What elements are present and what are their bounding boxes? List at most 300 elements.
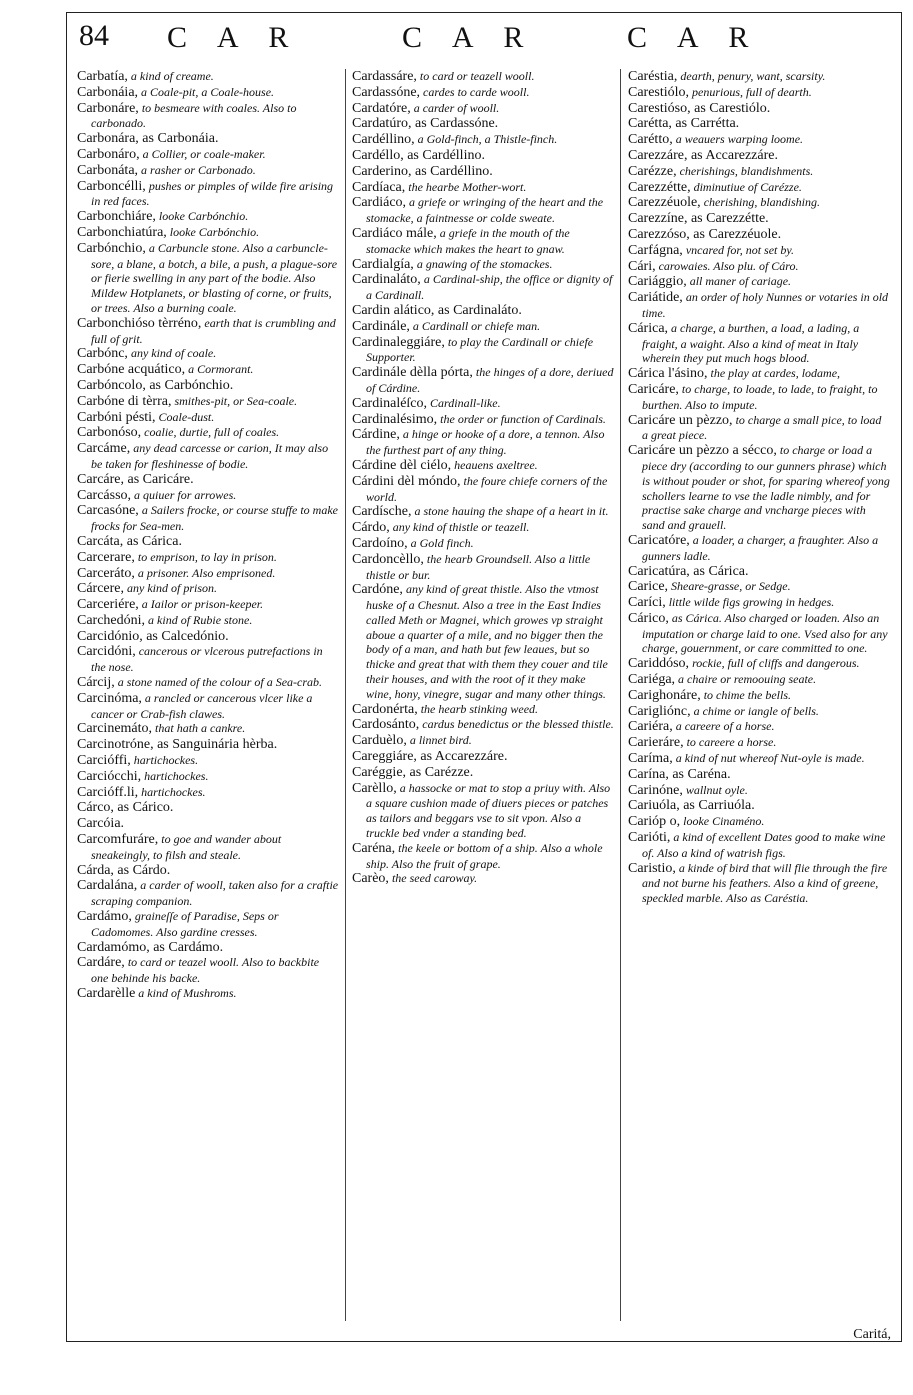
dictionary-entry [352, 303, 614, 319]
definition: the seed caroway. [388, 871, 478, 886]
dictionary-entry [628, 164, 890, 180]
definition: a charge, a burthen, a load, a lading, a fraight, a waight. Also a kind of meat in Italy wherein they put much hogs blood. [642, 320, 860, 366]
entry-column-2 [352, 69, 614, 1327]
dictionary-entry [628, 533, 890, 564]
definition: a careere of a horse. [672, 719, 775, 734]
definition: a Cardinall or chiefe man. [409, 318, 541, 333]
headword: Caricáre, [628, 381, 679, 397]
definition: a linnet bird. [406, 733, 472, 748]
dictionary-entry [77, 721, 339, 737]
definition: diminutiue of Carézze. [690, 179, 802, 194]
headword: Cariátide, [628, 290, 683, 306]
dictionary-entry [628, 688, 890, 704]
dictionary-entry [77, 316, 339, 347]
headword: Cárdini dèl móndo, [352, 473, 461, 489]
dictionary-entry [352, 180, 614, 196]
headword: Cariuóla, as Carriuóla. [628, 798, 755, 814]
headword: Cariddóso, [628, 656, 690, 672]
page-number: 84 [79, 19, 109, 52]
headword: Cariággio, [628, 274, 687, 290]
headword: Carbóni pésti, [77, 409, 156, 425]
definition: heauens axeltree. [451, 457, 538, 472]
headword: Carcinemáto, [77, 721, 153, 737]
definition: to besmeare with coales. Also to carbonado. [91, 100, 297, 131]
dictionary-entry [352, 781, 614, 841]
headword: Carína, as Caréna. [628, 766, 731, 782]
definition: rockie, full of cliffs and dangerous. [689, 656, 860, 671]
dictionary-entry [352, 272, 614, 303]
definition: looke Carbónchio. [155, 209, 249, 224]
dictionary-entry [352, 132, 614, 148]
dictionary-entry [628, 830, 890, 861]
definition: Coale-dust. [155, 409, 215, 424]
headword: Caréna, [352, 840, 396, 856]
headword: Cárica l'ásino, [628, 366, 708, 382]
headword: Cardámo, [77, 909, 132, 925]
dictionary-entry [352, 536, 614, 552]
headword: Carfágna, [628, 242, 683, 258]
dictionary-entry [77, 131, 339, 147]
definition: to play the Cardinall or chiefe Supporter. [366, 334, 594, 365]
headword: Cardinaléſco, [352, 395, 428, 411]
dictionary-entry [352, 164, 614, 180]
definition: all maner of cariage. [686, 274, 792, 289]
dictionary-entry [77, 644, 339, 675]
dictionary-entry [77, 550, 339, 566]
headword: Carézze, [628, 163, 677, 179]
definition: the hearbe Mother-wort. [405, 179, 527, 194]
definition: a Collier, or coale-maker. [139, 146, 266, 161]
page-header [67, 13, 901, 67]
definition: wallnut oyle. [682, 782, 748, 797]
headword: Carinóne, [628, 782, 683, 798]
headword: Carbonáia, [77, 84, 139, 100]
definition: smithes-pit, or Sea-coale. [171, 393, 298, 408]
headword: Carceriére, [77, 597, 139, 613]
definition: the play at cardes, lodame, [707, 366, 841, 381]
dictionary-entry [77, 441, 339, 472]
dictionary-entry [352, 733, 614, 749]
headword: Cardóne, [352, 582, 403, 598]
dictionary-entry [77, 163, 339, 179]
dictionary-entry [77, 940, 339, 956]
definition: a chaire or remoouing seate. [675, 672, 817, 687]
headword: Cardassáre, [352, 69, 417, 84]
definition: any kind of prison. [124, 581, 218, 596]
headword: Carióti, [628, 830, 671, 846]
headword: Carezzétte, [628, 179, 691, 195]
headword: Cariéga, [628, 672, 676, 688]
definition: to chime the bells. [700, 687, 792, 702]
dictionary-entry [77, 225, 339, 241]
headword: Careggiáre, as Accarezzáre. [352, 749, 508, 765]
headword: Caricatúra, as Cárica. [628, 563, 749, 579]
headword: Cardéllino, [352, 132, 415, 148]
dictionary-entry [628, 767, 890, 783]
dictionary-entry [628, 321, 890, 366]
dictionary-entry [77, 863, 339, 879]
dictionary-entry [352, 871, 614, 887]
dictionary-entry [352, 195, 614, 226]
headword: Caristio, [628, 860, 676, 876]
dictionary-entry [628, 180, 890, 196]
headword: Carestiólo, [628, 84, 690, 100]
headword: Carieráre, [628, 735, 684, 751]
dictionary-entry [628, 704, 890, 720]
headword: Carétto, [628, 132, 673, 148]
definition: any kind of coale. [127, 346, 217, 361]
definition: the hearb Groundsell. Also a little thistle or bur. [366, 551, 591, 582]
dictionary-entry [77, 753, 339, 769]
dictionary-entry [77, 691, 339, 722]
definition: Cardinall-like. [427, 395, 501, 410]
definition: to careere a horse. [683, 735, 777, 750]
definition: as Cárica. Also charged or loaden. Also an imputation or charge laid to one. Vsed also for any charge, gouernment, or care committed to one. [642, 610, 888, 656]
dictionary-entry [628, 148, 890, 164]
dictionary-entry [352, 552, 614, 583]
headword: Carbonáro, [77, 146, 140, 162]
dictionary-entry [352, 365, 614, 396]
headword: Cárdine dèl ciélo, [352, 457, 452, 473]
headword: Carbónchio, [77, 240, 146, 256]
definition: cherishings, blandishments. [676, 163, 814, 178]
dictionary-entry [352, 427, 614, 458]
dictionary-entry [352, 749, 614, 765]
headword: Carbóne di tèrra, [77, 393, 172, 409]
headword: Carcidóni, [77, 644, 136, 660]
definition: to card or teazell wooll. [416, 69, 535, 83]
headword: Cardarèlle [77, 986, 136, 1002]
headword: Carceráto, [77, 565, 135, 581]
dictionary-entry [77, 986, 339, 1002]
definition: any dead carcesse or carion, It may also be taken for fleshinesse of bodie. [91, 441, 329, 471]
dictionary-entry [77, 362, 339, 378]
headword: Carcinotróne, as Sanguinária hèrba. [77, 737, 278, 753]
definition: hartichockes. [130, 753, 199, 768]
headword: Caricáre un pèzzo a sécco, [628, 443, 777, 459]
dictionary-entry [352, 458, 614, 474]
headword: Cardinaláto, [352, 272, 421, 288]
definition: a kind of Mushroms. [135, 986, 237, 1001]
dictionary-entry [628, 195, 890, 211]
headword: Carbóne acquático, [77, 362, 186, 378]
dictionary-entry [628, 274, 890, 290]
dictionary-entry [352, 504, 614, 520]
headword: Cardalána, [77, 878, 138, 894]
headword: Cardatóre, [352, 100, 411, 116]
definition: a stone hauing the shape of a heart in it. [411, 504, 609, 519]
dictionary-entry [352, 582, 614, 701]
dictionary-entry [77, 955, 339, 986]
definition: the hinges of a dore, deriued of Cárdine. [366, 365, 614, 395]
headword: Cardassóne, [352, 84, 421, 100]
definition: cardes to carde wooll. [420, 84, 530, 99]
headword: Carezzíne, as Carezzétte. [628, 211, 769, 227]
definition: a Iailor or prison-keeper. [138, 597, 264, 612]
dictionary-entry [628, 243, 890, 259]
dictionary-page [66, 12, 902, 1342]
definition: cardus benedictus or the blessed thistle. [419, 717, 614, 732]
headword: Carbónc, [77, 346, 128, 362]
dictionary-entry [628, 211, 890, 227]
definition: a carder of wooll, taken also for a craftie scraping companion. [91, 878, 339, 909]
dictionary-entry [352, 69, 614, 85]
definition: dearth, penury, want, scarsity. [677, 69, 826, 83]
headword: Cardiáco, [352, 195, 407, 211]
headword: Cardinaleggiáre, [352, 334, 445, 350]
definition: a loader, a charger, a fraughter. Also a gunners ladle. [642, 532, 879, 563]
dictionary-entry [77, 800, 339, 816]
definition: vncared for, not set by. [682, 242, 795, 257]
definition: a Gold finch. [407, 535, 474, 550]
headword: Carbonáta, [77, 162, 139, 178]
definition: to emprison, to lay in prison. [134, 549, 277, 564]
headword: Carbonóso, [77, 425, 142, 441]
dictionary-entry [352, 412, 614, 428]
definition: Sheare-grasse, or Sedge. [668, 579, 791, 594]
definition: the keele or bottom of a ship. Also a whole ship. Also the fruit of grape. [366, 840, 603, 871]
headword: Carèo, [352, 871, 389, 887]
headword: Carcidónio, as Calcedónio. [77, 628, 229, 644]
dictionary-entry [628, 783, 890, 799]
definition: any kind of great thistle. Also the vtmost huske of a Chesnut. Also a tree in the East Indies called Meth or Magnei, which growes vp straight aboue a quarter of a mile, and no bigger then the body of a man, and hath but few leaues, but so thicke and great that with them they couer and tile their houses, and with the root of it they make wine, hony, vinegre, sugar and many other things. [366, 582, 608, 701]
headword: Carcáme, [77, 441, 131, 457]
definition: little wilde figs growing in hedges. [665, 595, 835, 610]
headword: Carezzéuole, [628, 195, 701, 211]
headword: Carciócchi, [77, 768, 142, 784]
headword: Cardatúro, as Cardassóne. [352, 116, 499, 132]
definition: a kind of creame. [127, 69, 214, 83]
definition: a rasher or Carbonado. [138, 162, 256, 177]
definition: a rancled or cancerous vlcer like a cancer or Crab-fish clawes. [91, 690, 313, 721]
definition: graineſſe of Paradise, Seps or Cadomomes. Also gardine cresses. [91, 909, 279, 939]
dictionary-entry [352, 319, 614, 335]
headword: Carderino, as Cardéllino. [352, 163, 493, 179]
dictionary-entry [77, 832, 339, 863]
dictionary-entry [77, 425, 339, 441]
definition: looke Carbónchio. [166, 224, 260, 239]
definition: a Gold-finch, a Thistle-finch. [414, 132, 558, 147]
definition: to charge or load a piece dry (according to our gunners phrase) which is without pouder or shot, for sparing whereof yong schollers learne to vse the ladle nimbly, and for practise sake charge and vncharge pieces with sand and grauell. [642, 443, 890, 533]
dictionary-entry [77, 816, 339, 832]
headword: Cardoíno, [352, 535, 408, 551]
dictionary-entry [628, 69, 890, 85]
definition: earth that is crumbling and full of grit. [91, 315, 336, 346]
dictionary-entry [77, 147, 339, 163]
dictionary-entry [77, 566, 339, 582]
definition: a griefe or wringing of the heart and the stomacke, a faintnesse or colde sweate. [366, 195, 604, 226]
dictionary-entry [352, 520, 614, 536]
dictionary-entry [628, 116, 890, 132]
dictionary-entry [628, 259, 890, 275]
headword: Carbonára, as Carbonáia. [77, 131, 219, 147]
dictionary-entry [352, 116, 614, 132]
headword: Carbóncolo, as Carbónchio. [77, 377, 234, 393]
definition: a chime or iangle of bells. [690, 703, 819, 718]
dictionary-entry [77, 101, 339, 132]
headword: Caríma, [628, 751, 673, 767]
dictionary-entry [77, 534, 339, 550]
definition: a griefe in the mouth of the stomacke which makes the heart to gnaw. [366, 225, 570, 256]
dictionary-entry [77, 410, 339, 426]
definition: a Sailers frocke, or course stuffe to make frocks for Sea-men. [91, 503, 338, 534]
headword: Cárica, [628, 320, 669, 336]
headword: Carcóia. [77, 816, 125, 832]
dictionary-entry [77, 394, 339, 410]
definition: pushes or pimples of wilde fire arising in red faces. [91, 178, 334, 209]
headword: Carduèlo, [352, 733, 407, 749]
headword: Carezzóso, as Carezzéuole. [628, 226, 782, 242]
dictionary-entry [77, 209, 339, 225]
definition: a Carbuncle stone. Also a carbuncle-sore, a blane, a botch, a bile, a push, a plague-sore or fierie swelling in any part of the bodie. Also Mildew Hotplanets, or blasting of corne, or fruits, or trees. Also a burning coale. [91, 240, 338, 315]
headword: Caréggie, as Carézze. [352, 764, 474, 780]
headword: Cardinále dèlla pórta, [352, 365, 473, 381]
dictionary-entry [77, 488, 339, 504]
dictionary-entry [628, 798, 890, 814]
running-head-left: C A R [167, 21, 301, 54]
dictionary-entry [628, 564, 890, 580]
headword: Carcerare, [77, 549, 135, 565]
dictionary-entry [628, 579, 890, 595]
headword: Carigliónc, [628, 703, 691, 719]
definition: the hearb stinking weed. [417, 701, 539, 716]
dictionary-entry [628, 85, 890, 101]
dictionary-entry [77, 241, 339, 316]
entry-column-1 [77, 69, 339, 1327]
dictionary-entry [77, 179, 339, 210]
definition: coalie, durtie, full of coales. [141, 425, 280, 440]
definition: a hinge or hooke of a dore, a tennon. Also the furthest part of any thing. [366, 427, 605, 458]
dictionary-entry [77, 346, 339, 362]
definition: hartichockes. [138, 784, 206, 799]
dictionary-entry [352, 335, 614, 366]
headword: Cári, [628, 258, 656, 274]
dictionary-entry [628, 132, 890, 148]
definition: a quiuer for arrowes. [131, 487, 237, 502]
dictionary-entry [352, 257, 614, 273]
dictionary-entry [352, 101, 614, 117]
catchword: Caritá, [853, 1327, 891, 1342]
dictionary-entry [352, 226, 614, 257]
definition: a Cardinal-ship, the office or dignity of a Cardinall. [366, 272, 613, 303]
headword: Cárcij, [77, 675, 115, 691]
definition: carowaies. Also plu. of Cáro. [655, 258, 799, 273]
headword: Carestióso, as Carestiólo. [628, 100, 771, 116]
definition: cancerous or vlcerous putrefactions in the nose. [91, 644, 323, 675]
headword: Caréstia, [628, 69, 678, 84]
dictionary-entry [77, 737, 339, 753]
dictionary-entry [628, 719, 890, 735]
headword: Carboncélli, [77, 178, 146, 194]
running-head-center: C A R [402, 21, 536, 54]
entry-column-3 [628, 69, 890, 1327]
dictionary-entry [352, 474, 614, 505]
headword: Carcomfuráre, [77, 832, 159, 848]
definition: a kinde of bird that will flie through the fire and not burne his feathers. Also a kind of greene, speckled marble. Also as Caréstia. [642, 860, 888, 906]
dictionary-entry [77, 629, 339, 645]
headword: Carbonchiáre, [77, 209, 156, 225]
dictionary-entry [77, 581, 339, 597]
headword: Caríci, [628, 595, 666, 611]
dictionary-entry [77, 472, 339, 488]
definition: the foure chiefe corners of the world. [366, 473, 608, 504]
headword: Cardíaca, [352, 179, 406, 195]
definition: that hath a cankre. [152, 721, 246, 736]
headword: Cárdo, [352, 520, 390, 536]
headword: Carice, [628, 579, 669, 595]
dictionary-entry [77, 878, 339, 909]
dictionary-entry [77, 909, 339, 940]
dictionary-entry [352, 717, 614, 733]
dictionary-entry [628, 382, 890, 413]
headword: Cardialgía, [352, 256, 414, 272]
dictionary-entry [628, 751, 890, 767]
headword: Carcióffi, [77, 753, 131, 769]
headword: Cardéllo, as Cardéllino. [352, 147, 485, 163]
headword: Caricatóre, [628, 532, 690, 548]
headword: Cardísche, [352, 504, 412, 520]
headword: Cardinalésimo, [352, 411, 438, 427]
headword: Carbatía, [77, 69, 128, 84]
headword: Cardoncèllo, [352, 551, 424, 567]
dictionary-entry [628, 366, 890, 382]
dictionary-entry [628, 611, 890, 656]
headword: Cardáre, [77, 955, 125, 971]
headword: Carcinóma, [77, 690, 142, 706]
definition: penurious, full of dearth. [689, 84, 812, 99]
dictionary-entry [628, 290, 890, 321]
dictionary-entry [77, 785, 339, 801]
dictionary-entry [628, 595, 890, 611]
definition: an order of holy Nunnes or votaries in old time. [642, 290, 889, 320]
definition: a hassocke or mat to stop a priuy with. Also a square cushion made of diuers pieces or patches as tailors and beggars vse to sit vpon. Also a truckle bed vnder a standing bed. [366, 780, 611, 841]
definition: a kind of excellent Dates good to make wine of. Also a kind of watrish figs. [642, 830, 886, 860]
headword: Caricáre un pèzzo, [628, 412, 733, 428]
definition: a prisoner. Also emprisoned. [134, 565, 276, 580]
definition: a weauers warping loome. [672, 132, 804, 147]
dictionary-entry [628, 101, 890, 117]
headword: Carezzáre, as Accarezzáre. [628, 147, 778, 163]
dictionary-entry [352, 148, 614, 164]
headword: Carcáre, as Caricáre. [77, 471, 194, 487]
definition: a kind of nut whereof Nut-oyle is made. [672, 751, 865, 766]
definition: a Cormorant. [185, 362, 254, 377]
definition: the order or function of Cardinals. [437, 411, 606, 426]
definition: a carder of wooll. [410, 100, 500, 115]
definition: to charge, to loade, to lade, to fraight, to burthen. Also to impute. [642, 381, 878, 412]
dictionary-entry [77, 769, 339, 785]
definition: a Coale-pit, a Coale-house. [138, 84, 275, 99]
headword: Cariéra, [628, 719, 673, 735]
definition: looke Cinaméno. [680, 814, 765, 829]
dictionary-entry [352, 85, 614, 101]
definition: hartichockes. [141, 768, 209, 783]
dictionary-entry [77, 597, 339, 613]
definition: to charge a small pice, to load a great piece. [642, 412, 882, 443]
dictionary-entry [628, 672, 890, 688]
definition: any kind of thistle or teazell. [389, 520, 530, 535]
headword: Carcáta, as Cárica. [77, 533, 182, 549]
dictionary-entry [77, 613, 339, 629]
headword: Carióp o, [628, 814, 681, 830]
headword: Cardosánto, [352, 717, 420, 733]
definition: cherishing, blandishing. [700, 195, 821, 210]
definition: to goe and wander about sneakeingly, to filsh and steale. [91, 832, 282, 862]
definition: a kind of Rubie stone. [145, 612, 253, 627]
definition: a stone named of the colour of a Sea-crab. [114, 675, 323, 690]
headword: Cardinále, [352, 318, 410, 334]
headword: Carcasóne, [77, 503, 139, 519]
